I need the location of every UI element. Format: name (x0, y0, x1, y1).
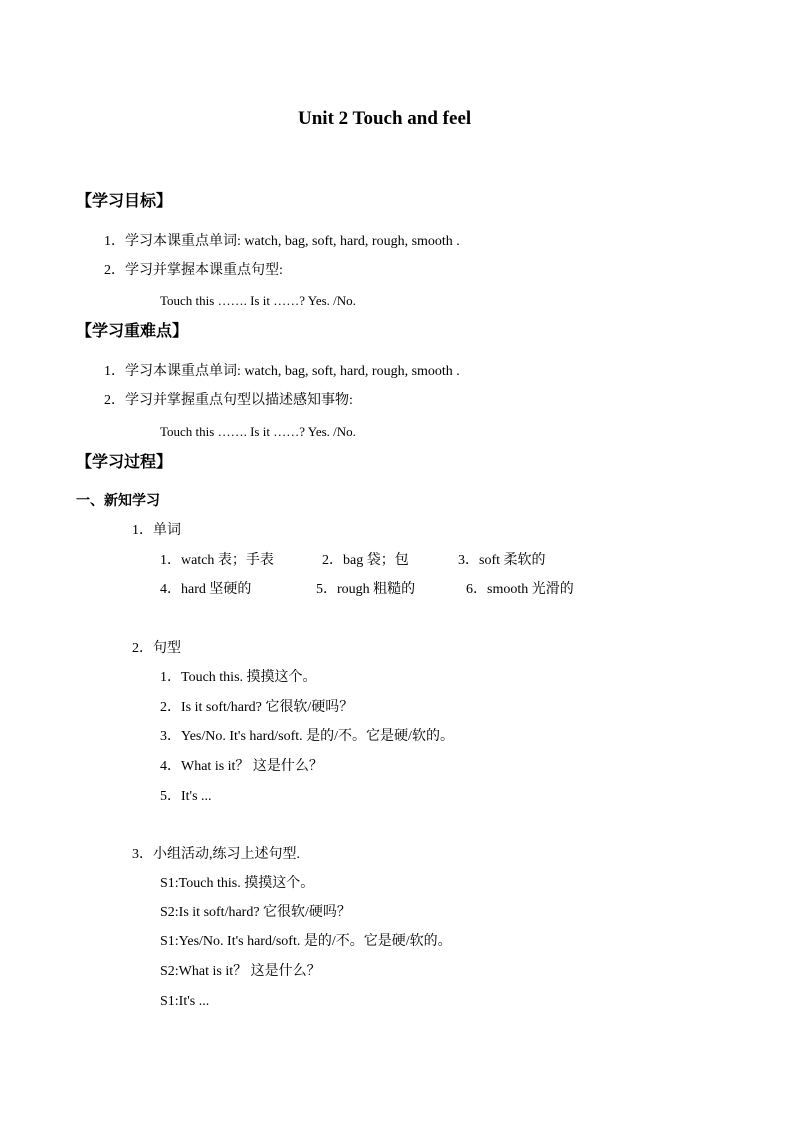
word-item: 5．rough 粗糙的 (316, 582, 416, 597)
sentence-item: 5．It's ... (160, 789, 212, 804)
key-points-heading: 【学习重难点】 (76, 321, 189, 340)
word-item: 4．hard 坚硬的 (160, 582, 252, 597)
word-item: 1．watch 表；手表 (160, 553, 274, 568)
sentence-item: 2．Is it soft/hard? 它很软/硬吗？ (160, 700, 354, 715)
dialogue-line: S1:Touch this. 摸摸这个。 (160, 876, 315, 891)
word-item: 2．bag 袋；包 (322, 553, 409, 568)
dialogue-line: S2:Is it soft/hard? 它很软/硬吗？ (160, 905, 351, 920)
word-item: 3．soft 柔软的 (458, 553, 546, 568)
words-heading: 1．单词 (132, 523, 181, 538)
objective-pattern: Touch this ……. Is it ……? Yes. /No. (160, 293, 356, 308)
word-item: 6．smooth 光滑的 (466, 582, 574, 597)
objectives-heading: 【学习目标】 (76, 191, 173, 210)
objective-item: 2．学习并掌握本课重点句型: (104, 263, 283, 278)
group-activity-heading: 3．小组活动,练习上述句型. (132, 847, 300, 862)
process-heading: 【学习过程】 (76, 452, 173, 471)
sentence-item: 3．Yes/No. It's hard/soft. 是的/不。它是硬/软的。 (160, 729, 454, 744)
dialogue-line: S1:It's ... (160, 994, 210, 1009)
dialogue-line: S1:Yes/No. It's hard/soft. 是的/不。它是硬/软的。 (160, 934, 452, 949)
sentence-item: 4．What is it？ 这是什么？ (160, 759, 323, 774)
objective-item: 1．学习本课重点单词: watch, bag, soft, hard, rough, smooth . (104, 234, 460, 249)
key-point-item: 2．学习并掌握重点句型以描述感知事物: (104, 393, 353, 408)
section-heading: 一、新知学习 (76, 493, 160, 509)
key-point-pattern: Touch this ……. Is it ……? Yes. /No. (160, 424, 356, 439)
key-point-item: 1．学习本课重点单词: watch, bag, soft, hard, rough, smooth . (104, 364, 460, 379)
page-title: Unit 2 Touch and feel (298, 108, 472, 129)
dialogue-line: S2:What is it？ 这是什么？ (160, 964, 321, 979)
sentence-item: 1．Touch this. 摸摸这个。 (160, 670, 317, 685)
sentences-heading: 2．句型 (132, 641, 181, 656)
